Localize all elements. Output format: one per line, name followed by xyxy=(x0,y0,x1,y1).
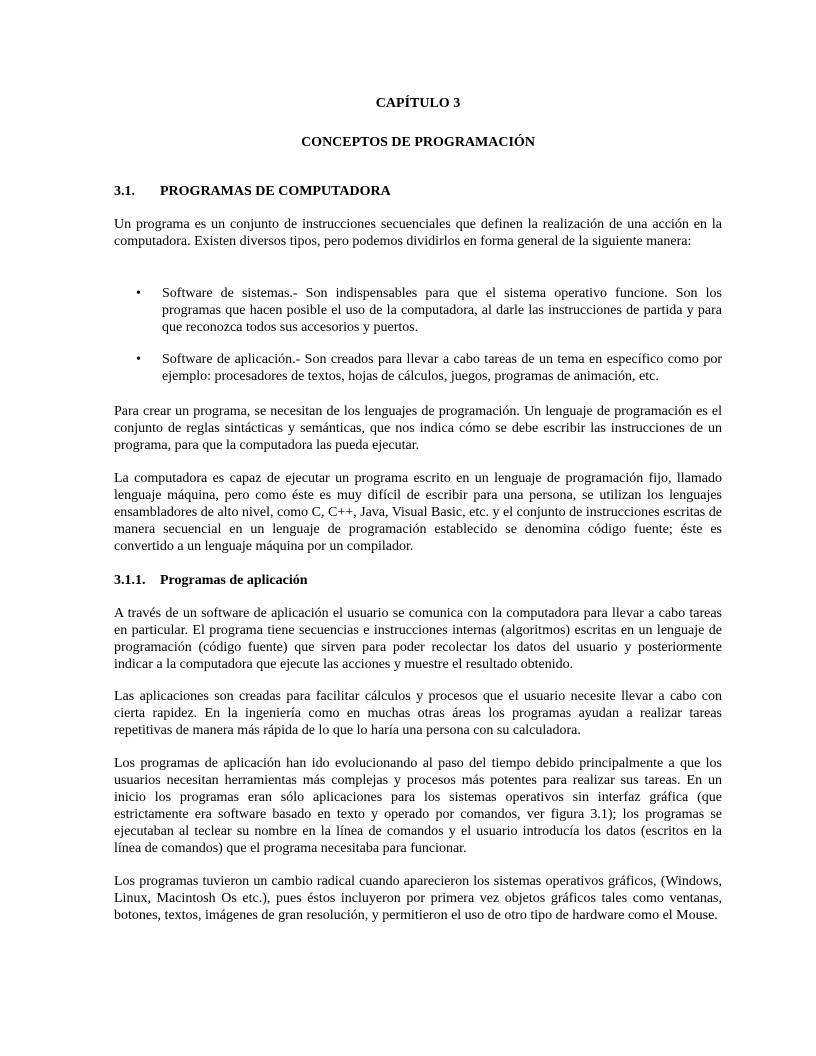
chapter-number: CAPÍTULO 3 xyxy=(375,96,461,111)
paragraph-machine-language: La computadora es capaz de ejecutar un programa escrito en un lenguaje de programación fijo, llamado lenguaje máquina, pero como éste es muy difícil de escribir para una persona, se utilizan los lenguajes ensambladores de alto nivel, como C, C++, Java, Visual Basic, etc. y el conjunto de instrucciones escritas de manera secuencial en un lenguaje de programación establecido se denomina código fuente; éste es convertido a un lenguaje máquina por un compilador. xyxy=(114,471,722,554)
bullet-text: Software de sistemas.- Son indispensables para que el sistema operativo funcione. Son los programas que hacen posible el uso de la computadora, al darle las instrucciones de partida y para que reconozca todos sus accesorios y puertos. xyxy=(162,286,722,335)
paragraph-application-4: Los programas tuvieron un cambio radical cuando aparecieron los sistemas operativos gráficos, (Windows, Linux, Macintosh Os etc.), pues éstos incluyeron por primera vez objetos gráficos tales como ventanas, botones, textos, imágenes de gran resolución, y permitieron el uso de otro tipo de hardware como el Mouse. xyxy=(114,874,722,923)
bullet-list xyxy=(114,285,722,395)
paragraph-application-2: Las aplicaciones son creadas para facilitar cálculos y procesos que el usuario necesite llevar a cabo con cierta rapidez. En la ingeniería como en muchas otras áreas los programas ayudan a realizar tareas repetitivas de manera más rápida de lo que lo haría una persona con su calculadora. xyxy=(114,689,722,738)
paragraph-application-1: A través de un software de aplicación el usuario se comunica con la computadora para llevar a cabo tareas en particular. El programa tiene secuencias e instrucciones internas (algoritmos) escritas en un lenguaje de programación (código fuente) que sirven para poder recolectar los datos del usuario y posteriormente indicar a la computadora que ejecute las acciones y muestre el resultado obtenido. xyxy=(114,606,722,672)
intro-paragraph: Un programa es un conjunto de instrucciones secuenciales que definen la realización de una acción en la computadora. Existen diversos tipos, pero podemos dividirlos en forma general de la siguiente manera: xyxy=(114,217,722,249)
chapter-title: CONCEPTOS DE PROGRAMACIÓN xyxy=(301,135,535,150)
section-heading xyxy=(114,183,722,200)
subsection-title: Programas de aplicación xyxy=(160,573,308,588)
section-title: PROGRAMAS DE COMPUTADORA xyxy=(160,184,391,199)
bullet-icon: • xyxy=(136,286,141,301)
section-number: 3.1. xyxy=(114,184,135,199)
subsection-number: 3.1.1. xyxy=(114,573,146,588)
paragraph-application-3: Los programas de aplicación han ido evolucionando al paso del tiempo debido principalmente a que los usuarios necesitan herramientas más complejas y procesos más potentes para realizar sus tareas. En un inicio los programas eran sólo aplicaciones para los sistemas operativos sin interfaz gráfica (que estrictamente era software basado en texto y operado por comandos, ver figura 3.1); los programas se ejecutaban al teclear su nombre en la línea de comandos y el usuario introducía los datos (escritos en la línea de comandos) que el programa necesitaba para funcionar. xyxy=(114,756,722,856)
bullet-text: Software de aplicación.- Son creados para llevar a cabo tareas de un tema en específico como por ejemplo: procesadores de textos, hojas de cálculos, juegos, programas de animación, etc. xyxy=(162,352,722,384)
bullet-icon: • xyxy=(136,352,141,367)
subsection-heading xyxy=(114,572,722,589)
paragraph-languages: Para crear un programa, se necesitan de los lenguajes de programación. Un lenguaje de programación es el conjunto de reglas sintácticas y semánticas, que nos indica cómo se debe escribir las instrucciones de un programa, para que la computadora las pueda ejecutar. xyxy=(114,404,722,453)
